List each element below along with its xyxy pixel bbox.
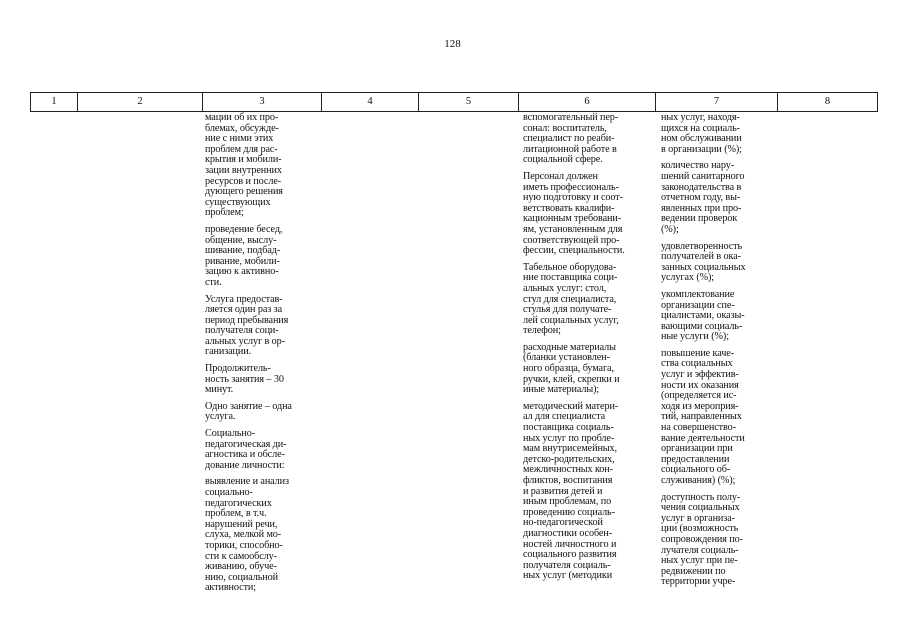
col6-paragraph: расходные материалы (бланки установлен- ного образца, бумага, ручки, клей, скрепки и иные материалы); bbox=[523, 341, 620, 396]
header-col-5: 5 bbox=[418, 93, 518, 111]
header-col-8: 8 bbox=[777, 93, 878, 111]
column-6-text bbox=[523, 113, 653, 588]
col3-paragraph: Продолжитель- ность занятия – 30 минут. bbox=[205, 363, 284, 396]
col3-paragraph: Одно занятие – одна услуга. bbox=[205, 400, 292, 423]
col3-paragraph: проведение бесед, общение, выслу- шивание, подбад- ривание, мобили- зацию к активно- сти. bbox=[205, 223, 283, 288]
col3-paragraph: Услуга предостав- ляется один раз за период пребывания получателя соци- альных услуг в ор- ганизации. bbox=[205, 293, 289, 358]
header-col-3: 3 bbox=[202, 93, 321, 111]
header-col-1: 1 bbox=[30, 93, 77, 111]
col6-paragraph: вспомогательный пер- сонал: воспитатель, специалист по реаби- литационной работе в социальной сфере. bbox=[523, 112, 619, 166]
header-col-2: 2 bbox=[77, 93, 202, 111]
col7-paragraph: удовлетворенность получателей в ока- занных социальных услугах (%); bbox=[661, 240, 746, 284]
page-number: 128 bbox=[444, 38, 461, 50]
col7-paragraph: ных услуг, находя- щихся на социаль- ном обслуживании в организации (%); bbox=[661, 112, 742, 155]
col7-paragraph: повышение каче- ства социальных услуг и эффектив- ности их оказания (определяется ис- ходя из мероприя- тий, направленных на совершенство- вание деятельности организации при предоставлении социального об- служивания) (%); bbox=[661, 347, 745, 486]
col7-paragraph: количество нару- шений санитарного законодательства в отчетном году, вы- явленных при про- ведении проверок (%); bbox=[661, 160, 745, 235]
col6-paragraph: Персонал должен иметь профессиональ- ную подготовку и соот- ветствовать квалифи- кационным требовани- ям, установленным для соответствующей про- фессии, специальности. bbox=[523, 170, 625, 257]
col3-paragraph: выявление и анализ социально- педагогических проблем, в т.ч. нарушений речи, слуха, мелкой мо- торики, способно- сти к самообслу- живанию, обуче- нию, социальной активности; bbox=[205, 476, 289, 594]
col7-paragraph: укомплектование организации спе- циалистами, оказы- вающими социаль- ные услуги (%); bbox=[661, 288, 745, 343]
col3-paragraph: мации об их про- блемах, обсужде- ние с ними этих проблем для рас- крытия и мобили- зации внутренних ресурсов и после- дующего решения существующих проблем; bbox=[205, 112, 283, 219]
column-3-text bbox=[205, 113, 317, 600]
col3-paragraph: Социально- педагогическая ди- агностика и обсле- дование личности: bbox=[205, 428, 287, 471]
header-col-4: 4 bbox=[321, 93, 418, 111]
table-header-row bbox=[30, 92, 878, 112]
header-col-6: 6 bbox=[518, 93, 655, 111]
col6-paragraph: методический матери- ал для специалиста поставщика социаль- ных услуг по пробле- мам внутрисемейных, детско-родительских, межличностных кон- фликтов, воспитания и развития детей и иным проблемам, по проведению социаль- но-педагогической диагностики особен- ностей личностного и социального развития получателя социаль- ных услуг (методики bbox=[523, 400, 619, 582]
col6-paragraph: Табельное оборудова- ние поставщика соци- альных услуг: стол, стул для специалиста, стулья для получате- лей социальных услуг, телефон; bbox=[523, 261, 619, 337]
col7-paragraph: доступность полу- чения социальных услуг в организа- ции (возможность сопровождения по- лучателя социаль- ных услуг при пе- редвижении по территории учре- bbox=[661, 491, 743, 588]
column-7-text bbox=[661, 113, 776, 594]
header-col-7: 7 bbox=[655, 93, 777, 111]
